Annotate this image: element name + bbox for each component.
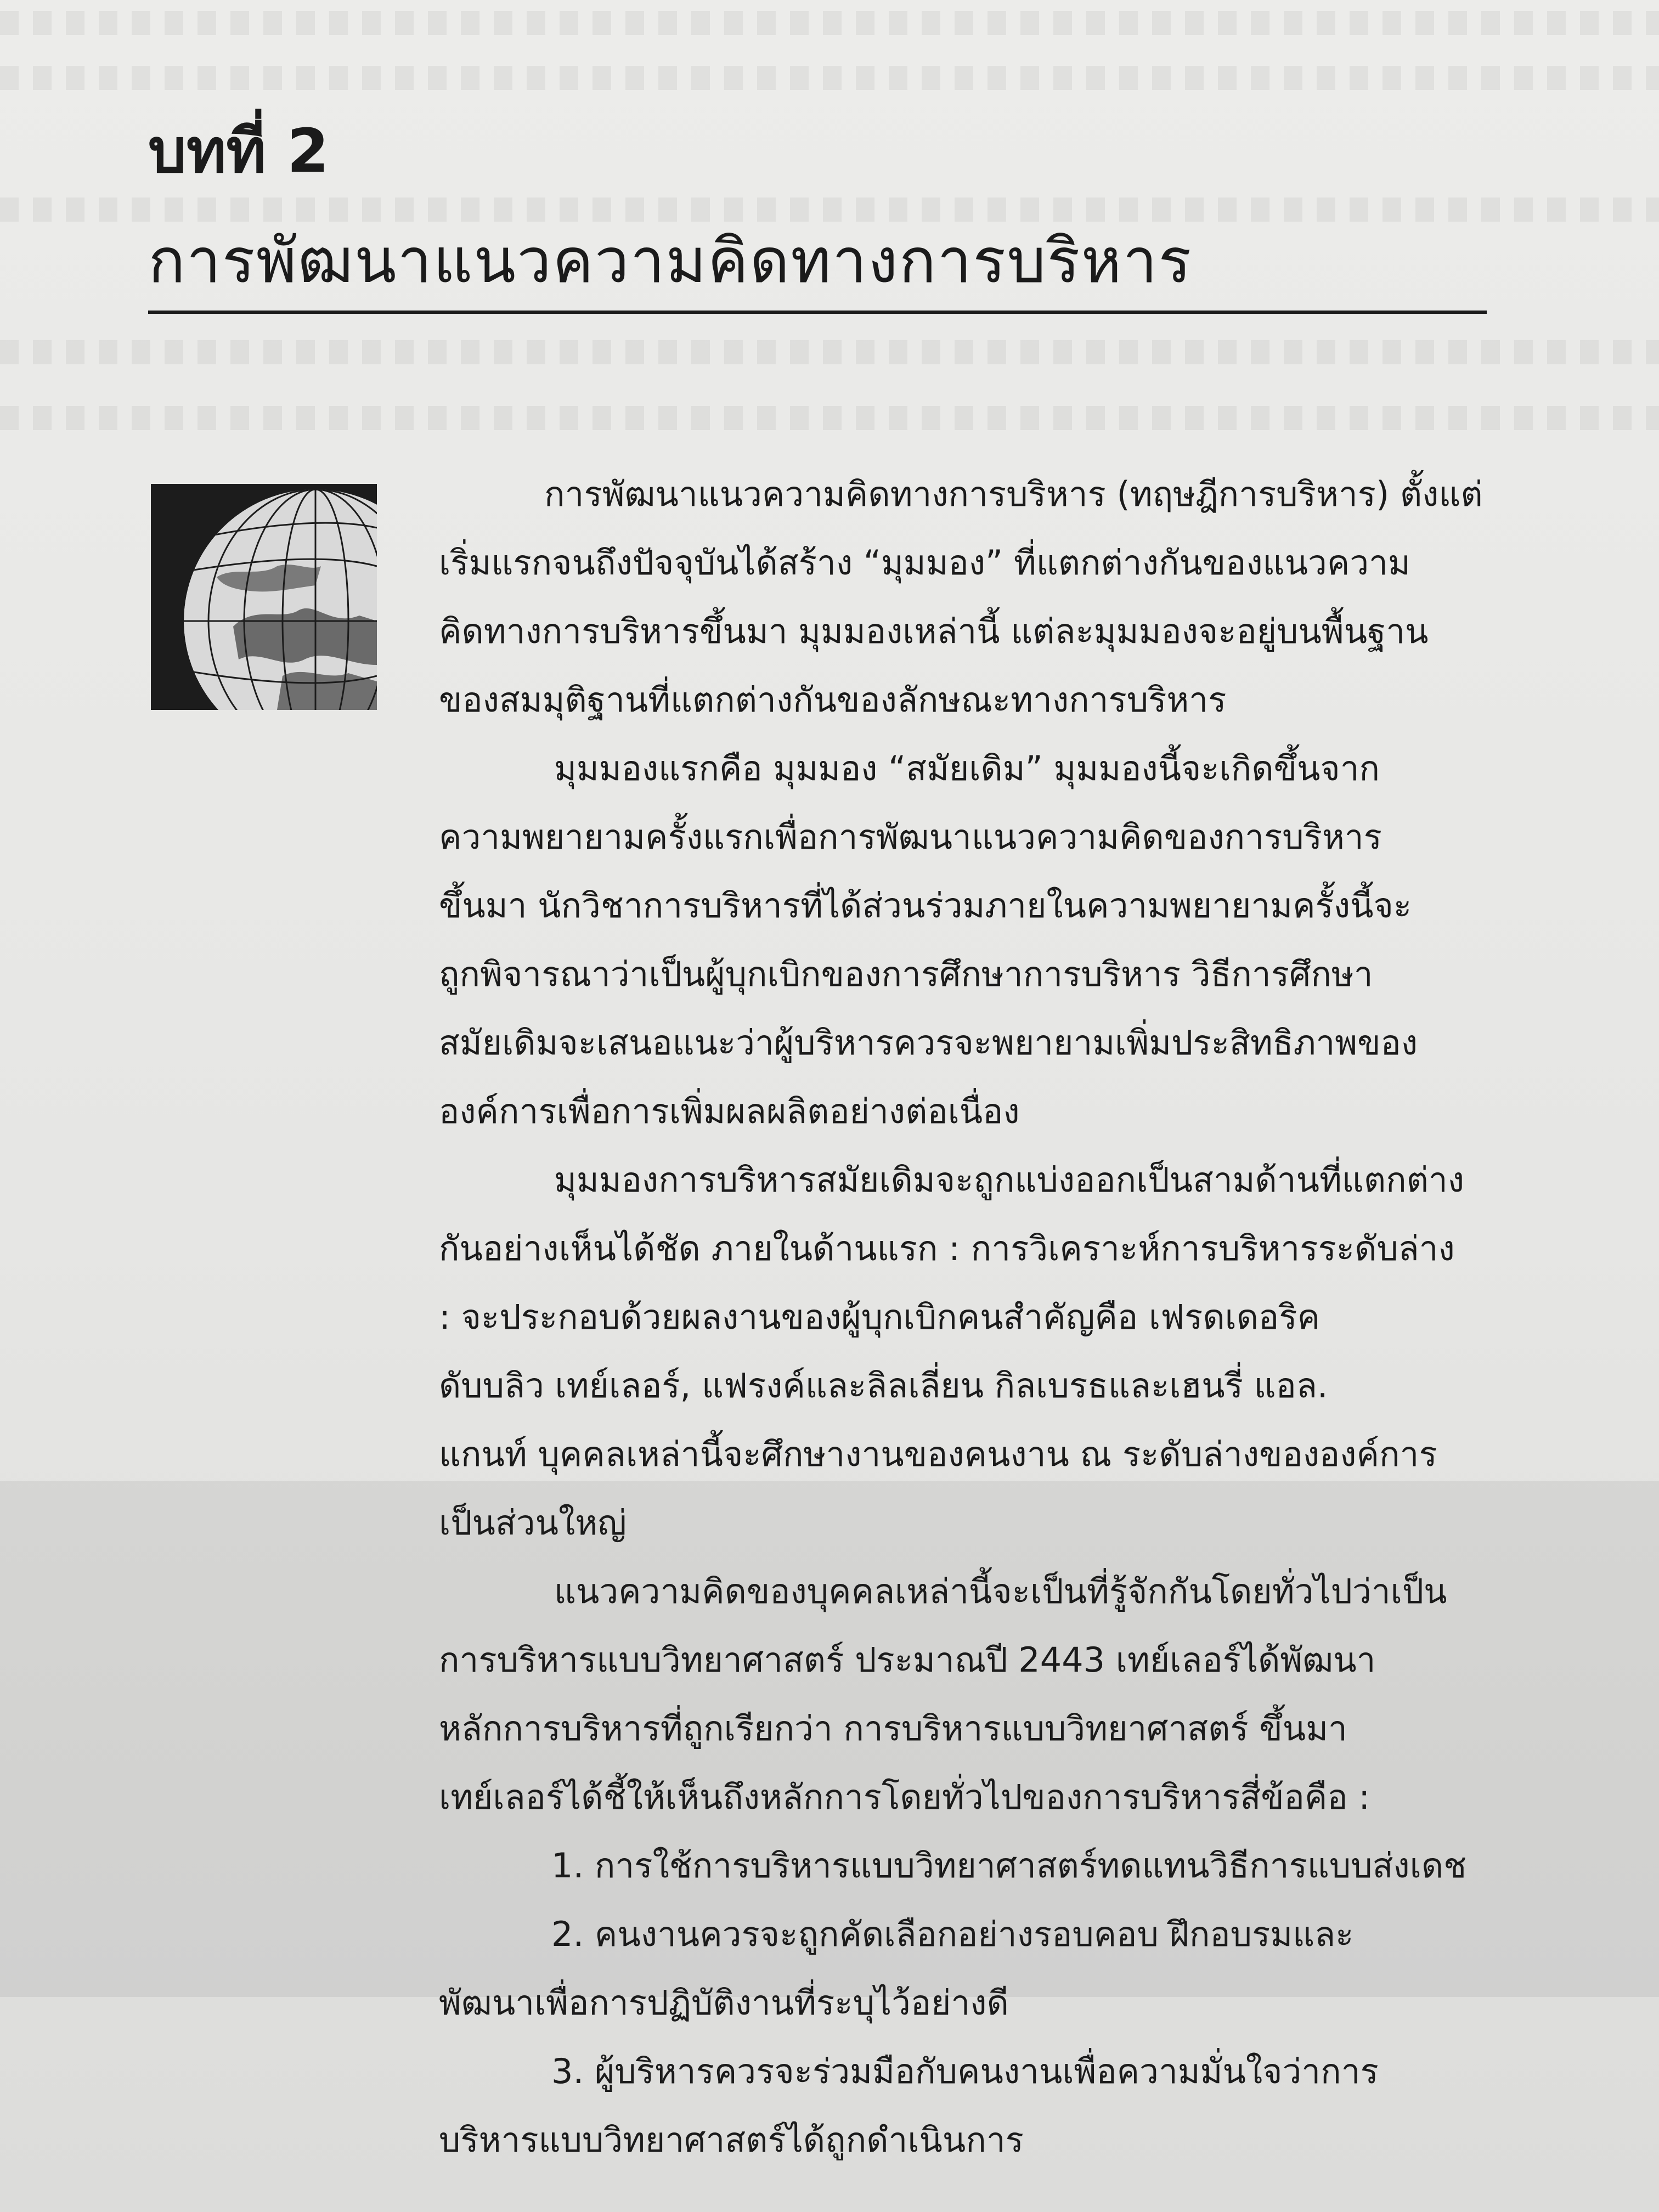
chapter-title: การพัฒนาแนวความคิดทางการบริหาร	[148, 225, 1193, 297]
body-line: กันอย่างเห็นได้ชัด ภายในด้านแรก : การวิเคราะห์การบริหารระดับล่าง	[439, 1228, 1455, 1268]
body-line: ความพยายามครั้งแรกเพื่อการพัฒนาแนวความคิดของการบริหาร	[439, 817, 1382, 857]
chapter-label: บทที่ 2	[148, 116, 329, 186]
body-line: : จะประกอบด้วยผลงานของผู้บุกเบิกคนสำคัญคือ เฟรดเดอริค	[439, 1297, 1321, 1337]
body-line: แนวความคิดของบุคคลเหล่านี้จะเป็นที่รู้จักกันโดยทั่วไปว่าเป็น	[554, 1571, 1447, 1611]
list-item-continuation: บริหารแบบวิทยาศาสตร์ได้ถูกดำเนินการ	[439, 2120, 1024, 2160]
body-line: เริ่มแรกจนถึงปัจจุบันได้สร้าง “มุมมอง” ที่แตกต่างกันของแนวความ	[439, 543, 1410, 583]
body-line: ขึ้นมา นักวิชาการบริหารที่ได้ส่วนร่วมภายในความพยายามครั้งนี้จะ	[439, 885, 1412, 926]
list-item-continuation: พัฒนาเพื่อการปฏิบัติงานที่ระบุไว้อย่างดี	[439, 1983, 1009, 2023]
list-item: 1. การใช้การบริหารแบบวิทยาศาสตร์ทดแทนวิธีการแบบส่งเดช	[551, 1846, 1467, 1886]
body-line: คิดทางการบริหารขึ้นมา มุมมองเหล่านี้ แต่ละมุมมองจะอยู่บนพื้นฐาน	[439, 611, 1429, 651]
body-line: มุมมองการบริหารสมัยเดิมจะถูกแบ่งออกเป็นสามด้านที่แตกต่าง	[554, 1160, 1464, 1200]
list-item: 3. ผู้บริหารควรจะร่วมมือกับคนงานเพื่อความมั่นใจว่าการ	[551, 2051, 1379, 2091]
body-line: สมัยเดิมจะเสนอแนะว่าผู้บริหารควรจะพยายามเพิ่มประสิทธิภาพของ	[439, 1023, 1418, 1063]
body-line: ของสมมุติฐานที่แตกต่างกันของลักษณะทางการบริหาร	[439, 680, 1227, 720]
list-item: 2. คนงานควรจะถูกคัดเลือกอย่างรอบคอบ ฝึกอบรมและ	[551, 1914, 1354, 1954]
body-line: เป็นส่วนใหญ่	[439, 1503, 627, 1543]
body-line: ดับบลิว เทย์เลอร์, แฟรงค์และลิลเลี่ยน กิลเบรธและเฮนรี่ แอล.	[439, 1365, 1328, 1406]
body-line: การบริหารแบบวิทยาศาสตร์ ประมาณปี 2443 เทย์เลอร์ได้พัฒนา	[439, 1640, 1376, 1680]
body-line: เทย์เลอร์ได้ชี้ให้เห็นถึงหลักการโดยทั่วไปของการบริหารสี่ข้อคือ :	[439, 1777, 1370, 1817]
body-line: การพัฒนาแนวความคิดทางการบริหาร (ทฤษฎีการบริหาร) ตั้งแต่	[544, 474, 1483, 514]
body-line: องค์การเพื่อการเพิ่มผลผลิตอย่างต่อเนื่อง	[439, 1091, 1020, 1131]
body-line: แกนท์ บุคคลเหล่านี้จะศึกษางานของคนงาน ณ ระดับล่างขององค์การ	[439, 1434, 1437, 1474]
body-line: ถูกพิจารณาว่าเป็นผู้บุกเบิกของการศึกษาการบริหาร วิธีการศึกษา	[439, 954, 1373, 994]
body-line: มุมมองแรกคือ มุมมอง “สมัยเดิม” มุมมองนี้จะเกิดขึ้นจาก	[554, 748, 1380, 788]
body-line: หลักการบริหารที่ถูกเรียกว่า การบริหารแบบวิทยาศาสตร์ ขึ้นมา	[439, 1708, 1347, 1748]
